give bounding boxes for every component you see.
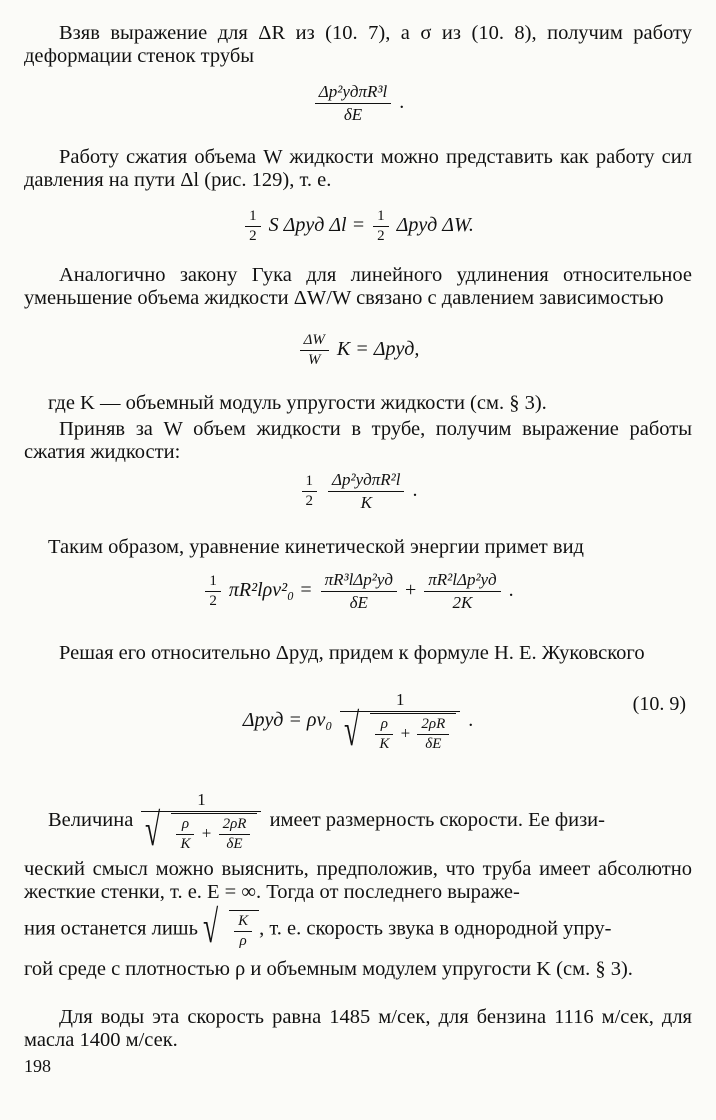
paragraph-9c: гой среде с плотностью ρ и объемным модулем упругости K (см. § 3). (24, 958, 633, 980)
paragraph-3: Аналогично закону Гука для линейного удлинения относительное уменьшение объема жидкости ΔW/W связано с давлением зависимостью (24, 264, 692, 309)
equation-hooke-volume: $\frac{\Delta W}{W}$ K = Δpуд, (0, 332, 716, 369)
fraction: $\frac{\text{Δp²удπR³l}}{\delta E}$ (315, 82, 391, 125)
paragraph-5: Приняв за W объем жидкости в трубе, получим выражение работы сжатия жидкости: (24, 418, 692, 463)
paragraph-7: Решая его относительно Δpуд, придем к формуле Н. Е. Жуковского (59, 642, 645, 664)
paragraph-2: Работу сжатия объема W жидкости можно представить как работу сил давления на пути Δl (рис. 129), т. е. (24, 146, 692, 191)
paragraph-9b: ния останется лишь √ $\frac{K}{\rho}$ , т. е. скорость звука в однородной упру- (24, 901, 612, 952)
equation-compression-work: $\frac{1}{2}$ S Δpуд Δl = $\frac{1}{2}$ Δpуд ΔW. (0, 208, 716, 245)
equation-liquid-work: $\frac{1}{2}$ $\frac{\text{Δp²удπR²l}}{K}$ . (0, 470, 716, 513)
equation-number: (10. 9) (632, 693, 686, 715)
paragraph-4: где K — объемный модуль упругости жидкости (см. § 3). (48, 392, 547, 414)
equation-wall-work: $\frac{\text{Δp²удπR³l}}{\delta E}$ . (0, 82, 716, 125)
paragraph-6: Таким образом, уравнение кинетической энергии примет вид (48, 536, 584, 558)
paragraph-8: Величина 1 √ $\frac{\rho}{K}$ + $\frac{2\rho R}{\delta E}$ имеет размерность скорости. Ее физи- (48, 790, 605, 855)
page-number: 198 (24, 1056, 51, 1076)
paragraph-1: Взяв выражение для ΔR из (10. 7), а σ из (10. 8), получим работу деформации стенок трубы (24, 22, 692, 67)
paragraph-10: Для воды эта скорость равна 1485 м/сек, для бензина 1116 м/сек, для масла 1400 м/сек. (24, 1006, 692, 1051)
equation-kinetic-energy: $\frac{1}{2}$ πR²lρv²₀ = $\frac{\text{πR³lΔp²уд}}{\delta E}$ + $\frac{\text{πR²lΔp²уд}}{2K}$ . (0, 570, 716, 613)
equation-zhukovsky: Δpуд = ρv₀ 1 √ $\frac{\rho}{K}$ + $\frac{2\rho R}{\delta E}$ . (10. 9) (242, 690, 686, 755)
paragraph-9a: ческий смысл можно выяснить, предположив, что труба имеет абсолютно жесткие стенки, т. е. E = ∞. Тогда от последнего выраже- (24, 858, 692, 903)
